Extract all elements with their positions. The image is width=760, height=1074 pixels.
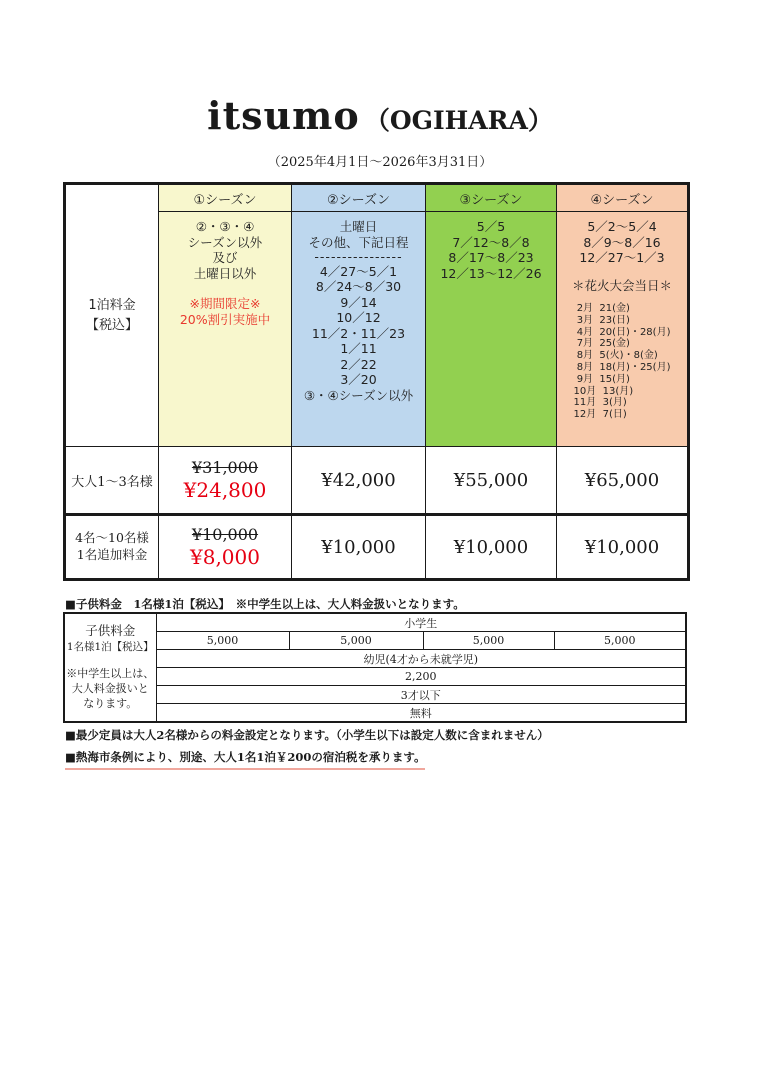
adult-season2-price: ¥42,000 xyxy=(292,447,426,515)
adult-price-row xyxy=(65,447,689,515)
extra-season4-price: ¥10,000 xyxy=(557,515,689,580)
extra-season3-price: ¥10,000 xyxy=(426,515,557,580)
adult-row-label: 大人1～3名様 xyxy=(65,447,159,515)
adult-season3-price: ¥55,000 xyxy=(426,447,557,515)
elementary-price-season4: 5,000 xyxy=(554,632,686,650)
adult-season1-discount-price: ¥24,800 xyxy=(183,478,267,502)
child-under3-price-row xyxy=(64,704,686,723)
child-rate-table xyxy=(63,612,687,723)
main-price-table xyxy=(63,182,690,516)
extra-person-fee-row xyxy=(65,515,689,580)
season3-date-list: 5／5 7／12～8／8 8／17～8／23 12／13～12／26 xyxy=(440,219,542,281)
under3-price: 無料 xyxy=(156,704,686,723)
season2-date-list: 4／27～5／1 8／24～8／30 9／14 10／12 11／2・11／23 1／11 2／22 3／20 ③・④シーズン以外 xyxy=(303,263,414,403)
season1-conditions-cell xyxy=(159,212,292,447)
adult-season4-price: ¥65,000 xyxy=(557,447,689,515)
extra-season1-price-cell xyxy=(159,515,292,580)
season1-condition-lines: ②・③・④ シーズン以外 及び 土曜日以外 xyxy=(187,219,263,281)
adult-season1-price-cell xyxy=(159,447,292,515)
night-rate-label: 1泊料金 【税込】 xyxy=(85,298,138,333)
season4-header: ④シーズン xyxy=(557,184,689,212)
brand-name: itsumo xyxy=(207,93,360,138)
fireworks-date-list: 2月 21(金) 3月 23(日) 4月 20(日)・28(月) 7月 25(金) 8月 5(火)・8(金) 8月 18(月)・25(月) 9月 15(月) 10月 13(月) 11月 3(月) 12月 7(日) xyxy=(573,303,671,421)
season3-header: ③シーズン xyxy=(426,184,557,212)
child-toddler-price-row xyxy=(64,668,686,686)
night-rate-label-cell xyxy=(65,184,159,447)
season2-condition-lines: 土曜日 その他、下記日程 xyxy=(308,219,409,250)
elementary-price-season3: 5,000 xyxy=(423,632,554,650)
season-dates-row xyxy=(65,212,689,447)
extra-person-label-lines: 4名～10名様 1名追加料金 xyxy=(75,530,149,562)
brand-name-paren: （OGIHARA） xyxy=(364,106,553,135)
season4-date-list: 5／2～5／4 8／9～8／16 12／27～1／3 xyxy=(579,219,665,265)
toddler-price: 2,200 xyxy=(156,668,686,686)
season1-header: ①シーズン xyxy=(159,184,292,212)
child-elementary-price-row xyxy=(64,632,686,650)
season1-discount-note: ※期間限定※ 20%割引実施中 xyxy=(179,296,271,327)
child-rate-heading: ■子供料金 1名様1泊【税込】 ※中学生以上は、大人料金扱いとなります。 xyxy=(65,597,465,611)
extra-season2-price: ¥10,000 xyxy=(292,515,426,580)
child-elementary-label-row xyxy=(64,613,686,632)
footnote-lodging-tax xyxy=(65,749,425,770)
footnote-minimum-capacity: ■最少定員は大人2名様からの料金設定となります。（小学生以下は設定人数に含まれません） xyxy=(65,728,549,742)
toddler-label: 幼児(4才から未就学児) xyxy=(156,650,686,668)
child-rate-label-lines: 子供料金 1名様1泊【税込】 ※中学生以上は、 大人料金扱いと なります。 xyxy=(66,623,155,710)
season3-dates-cell xyxy=(426,212,557,447)
elementary-price-season1: 5,000 xyxy=(156,632,289,650)
season-header-row xyxy=(65,184,689,212)
season2-divider: ---------------- xyxy=(314,249,403,264)
elementary-student-label: 小学生 xyxy=(156,613,686,632)
child-under3-label-row xyxy=(64,686,686,704)
season2-dates-cell xyxy=(292,212,426,447)
adult-season1-old-price: ¥31,000 xyxy=(191,458,259,477)
fireworks-title: ＊花火大会当日＊ xyxy=(571,277,672,293)
child-rate-row-label xyxy=(64,613,156,722)
page-title xyxy=(0,93,760,138)
extra-person-row-label xyxy=(65,515,159,580)
extra-person-fee-table xyxy=(63,513,690,581)
elementary-price-season2: 5,000 xyxy=(289,632,423,650)
season2-header: ②シーズン xyxy=(292,184,426,212)
extra-season1-discount-price: ¥8,000 xyxy=(190,545,260,569)
child-toddler-label-row xyxy=(64,650,686,668)
validity-period: （2025年4月1日～2026年3月31日） xyxy=(267,155,493,170)
extra-season1-old-price: ¥10,000 xyxy=(191,525,259,544)
season4-dates-cell xyxy=(557,212,689,447)
footnote-lodging-tax-text: ■熱海市条例により、別途、大人1名1泊￥200の宿泊税を承ります。 xyxy=(65,749,425,770)
under3-label: 3才以下 xyxy=(156,686,686,704)
